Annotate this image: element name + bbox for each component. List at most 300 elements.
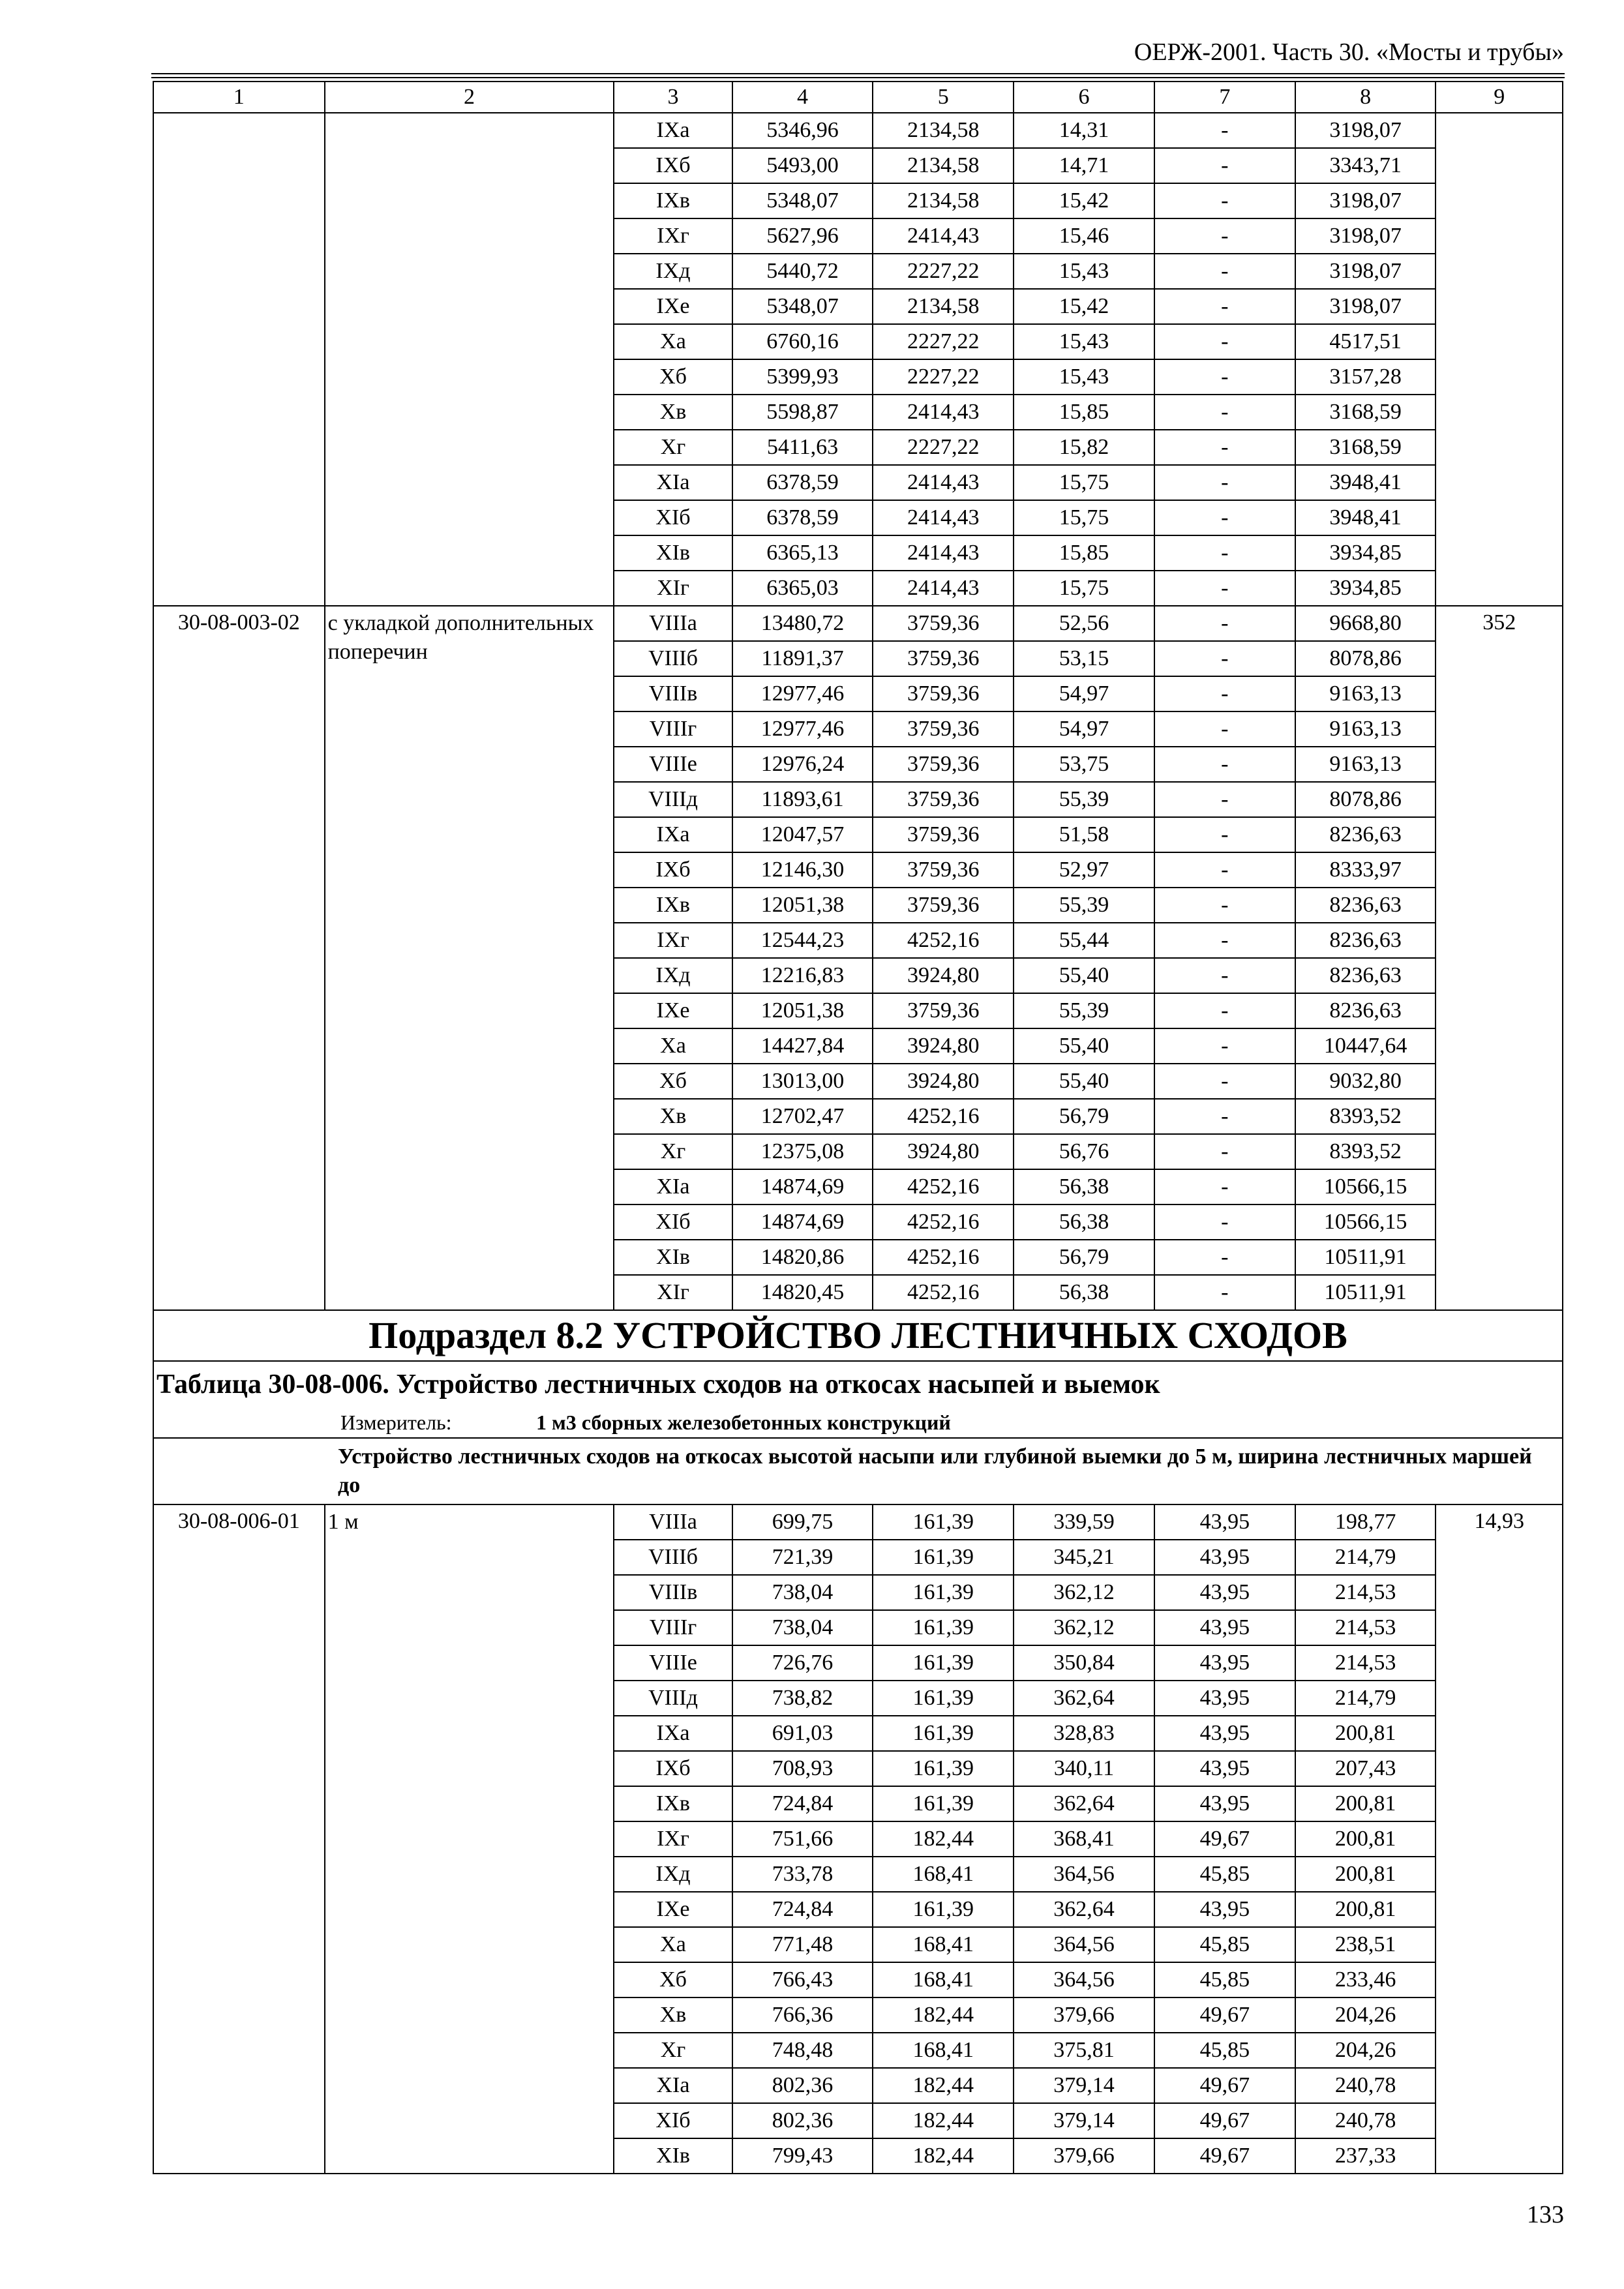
value-cell: 3759,36 (873, 676, 1014, 711)
value-cell: 766,43 (732, 1962, 873, 1997)
value-cell: 771,48 (732, 1927, 873, 1962)
value-cell: 49,67 (1154, 2138, 1295, 2174)
value-cell: - (1154, 993, 1295, 1028)
mass-cell: 14,93 (1436, 1504, 1563, 2174)
value-cell: 362,12 (1014, 1575, 1154, 1610)
col-num: 4 (732, 82, 873, 113)
value-cell: 182,44 (873, 2068, 1014, 2103)
value-cell: - (1154, 888, 1295, 923)
value-cell: 198,77 (1295, 1504, 1436, 1540)
value-cell: 3759,36 (873, 888, 1014, 923)
value-cell: 724,84 (732, 1892, 873, 1927)
value-cell: 43,95 (1154, 1610, 1295, 1645)
zone-cell: IXг (614, 923, 732, 958)
value-cell: 15,46 (1014, 218, 1154, 254)
zone-cell: IXа (614, 113, 732, 148)
value-cell: 379,66 (1014, 2138, 1154, 2174)
value-cell: 3343,71 (1295, 148, 1436, 183)
value-cell: 55,39 (1014, 782, 1154, 817)
value-cell: 207,43 (1295, 1751, 1436, 1786)
value-cell: 3948,41 (1295, 500, 1436, 535)
value-cell: - (1154, 218, 1295, 254)
value-cell: 204,26 (1295, 2033, 1436, 2068)
value-cell: 15,75 (1014, 571, 1154, 606)
value-cell: 6365,03 (732, 571, 873, 606)
rate-code: 30-08-003-02 (153, 606, 325, 1310)
unit-label: Измеритель: (340, 1411, 452, 1434)
value-cell: - (1154, 148, 1295, 183)
value-cell: 161,39 (873, 1610, 1014, 1645)
value-cell: 362,64 (1014, 1892, 1154, 1927)
value-cell: 345,21 (1014, 1540, 1154, 1575)
zone-cell: Xв (614, 1099, 732, 1134)
value-cell: 802,36 (732, 2068, 873, 2103)
value-cell: 340,11 (1014, 1751, 1154, 1786)
value-cell: 214,53 (1295, 1645, 1436, 1681)
value-cell: 11893,61 (732, 782, 873, 817)
value-cell: 45,85 (1154, 1857, 1295, 1892)
value-cell: 5493,00 (732, 148, 873, 183)
zone-cell: IXд (614, 1857, 732, 1892)
value-cell: 237,33 (1295, 2138, 1436, 2174)
value-cell: 14,71 (1014, 148, 1154, 183)
value-cell: 8078,86 (1295, 782, 1436, 817)
value-cell: 2414,43 (873, 218, 1014, 254)
rate-description (325, 113, 614, 606)
header-rule (151, 73, 1565, 74)
value-cell: 214,79 (1295, 1540, 1436, 1575)
value-cell: 2134,58 (873, 183, 1014, 218)
value-cell: 54,97 (1014, 676, 1154, 711)
zone-cell: VIIIа (614, 1504, 732, 1540)
value-cell: 8078,86 (1295, 641, 1436, 676)
value-cell: 214,53 (1295, 1610, 1436, 1645)
value-cell: 4252,16 (873, 1240, 1014, 1275)
value-cell: 2227,22 (873, 359, 1014, 395)
value-cell: 12976,24 (732, 747, 873, 782)
zone-cell: XIг (614, 571, 732, 606)
zone-cell: IXд (614, 958, 732, 993)
running-header: ОЕРЖ-2001. Часть 30. «Мосты и трубы» (1134, 38, 1564, 66)
value-cell: 364,56 (1014, 1857, 1154, 1892)
value-cell: 11891,37 (732, 641, 873, 676)
value-cell: 6378,59 (732, 500, 873, 535)
value-cell: 8236,63 (1295, 817, 1436, 852)
value-cell: 6365,13 (732, 535, 873, 571)
zone-cell: IXе (614, 993, 732, 1028)
value-cell: 15,43 (1014, 324, 1154, 359)
value-cell: 168,41 (873, 1962, 1014, 1997)
value-cell: 691,03 (732, 1716, 873, 1751)
value-cell: 350,84 (1014, 1645, 1154, 1681)
zone-cell: VIIIе (614, 747, 732, 782)
value-cell: 2414,43 (873, 571, 1014, 606)
zone-cell: IXа (614, 1716, 732, 1751)
value-cell: 8236,63 (1295, 958, 1436, 993)
value-cell: 5348,07 (732, 289, 873, 324)
value-cell: 6378,59 (732, 465, 873, 500)
value-cell: 14874,69 (732, 1204, 873, 1240)
value-cell: 233,46 (1295, 1962, 1436, 1997)
value-cell: 12051,38 (732, 888, 873, 923)
zone-cell: IXд (614, 254, 732, 289)
value-cell: 738,82 (732, 1681, 873, 1716)
unit-value: 1 м3 сборных железобетонных конструкций (536, 1411, 951, 1434)
zone-cell: Xб (614, 1064, 732, 1099)
zone-cell: VIIIб (614, 641, 732, 676)
value-cell: 4252,16 (873, 1275, 1014, 1310)
value-cell: 15,85 (1014, 535, 1154, 571)
value-cell: 55,40 (1014, 958, 1154, 993)
value-cell: - (1154, 430, 1295, 465)
value-cell: 3759,36 (873, 606, 1014, 641)
value-cell: 362,12 (1014, 1610, 1154, 1645)
value-cell: 15,85 (1014, 395, 1154, 430)
zone-cell: IXв (614, 183, 732, 218)
unit-cell (153, 1407, 1563, 1438)
value-cell: 5399,93 (732, 359, 873, 395)
value-cell: 12375,08 (732, 1134, 873, 1169)
value-cell: - (1154, 1275, 1295, 1310)
value-cell: 53,75 (1014, 747, 1154, 782)
value-cell: 182,44 (873, 2103, 1014, 2138)
value-cell: 43,95 (1154, 1716, 1295, 1751)
zone-cell: Xв (614, 1997, 732, 2033)
value-cell: 55,39 (1014, 888, 1154, 923)
value-cell: 339,59 (1014, 1504, 1154, 1540)
value-cell: 200,81 (1295, 1716, 1436, 1751)
value-cell: 4252,16 (873, 923, 1014, 958)
value-cell: 8393,52 (1295, 1134, 1436, 1169)
value-cell: 5348,07 (732, 183, 873, 218)
value-cell: 2134,58 (873, 148, 1014, 183)
value-cell: 12977,46 (732, 676, 873, 711)
value-cell: 12051,38 (732, 993, 873, 1028)
column-number-row (153, 82, 1563, 113)
value-cell: - (1154, 395, 1295, 430)
value-cell: 56,79 (1014, 1099, 1154, 1134)
zone-cell: Xа (614, 324, 732, 359)
zone-cell: Xа (614, 1927, 732, 1962)
col-num: 8 (1295, 82, 1436, 113)
zone-cell: XIа (614, 1169, 732, 1204)
value-cell: 3759,36 (873, 817, 1014, 852)
value-cell: 2134,58 (873, 289, 1014, 324)
zone-cell: Xб (614, 1962, 732, 1997)
zone-cell: Xг (614, 2033, 732, 2068)
zone-cell: VIIIе (614, 1645, 732, 1681)
value-cell: 214,79 (1295, 1681, 1436, 1716)
value-cell: 43,95 (1154, 1645, 1295, 1681)
value-cell: 45,85 (1154, 1962, 1295, 1997)
value-cell: 379,66 (1014, 1997, 1154, 2033)
value-cell: - (1154, 465, 1295, 500)
value-cell: 14874,69 (732, 1169, 873, 1204)
value-cell: 49,67 (1154, 2068, 1295, 2103)
value-cell: 766,36 (732, 1997, 873, 2033)
value-cell: - (1154, 324, 1295, 359)
value-cell: 3924,80 (873, 1134, 1014, 1169)
value-cell: 4252,16 (873, 1169, 1014, 1204)
value-cell: 15,43 (1014, 359, 1154, 395)
page-number: 133 (1527, 2201, 1564, 2228)
value-cell: 13013,00 (732, 1064, 873, 1099)
value-cell: 9668,80 (1295, 606, 1436, 641)
rate-description: с укладкой дополнительных поперечин (325, 606, 614, 1310)
value-cell: 240,78 (1295, 2103, 1436, 2138)
value-cell: 2227,22 (873, 254, 1014, 289)
value-cell: 53,15 (1014, 641, 1154, 676)
zone-cell: VIIIб (614, 1540, 732, 1575)
value-cell: 52,56 (1014, 606, 1154, 641)
value-cell: - (1154, 958, 1295, 993)
value-cell: 182,44 (873, 2138, 1014, 2174)
value-cell: 802,36 (732, 2103, 873, 2138)
value-cell: 12702,47 (732, 1099, 873, 1134)
value-cell: 55,44 (1014, 923, 1154, 958)
value-cell: - (1154, 641, 1295, 676)
value-cell: 5627,96 (732, 218, 873, 254)
value-cell: 168,41 (873, 2033, 1014, 2068)
value-cell: 161,39 (873, 1751, 1014, 1786)
value-cell: - (1154, 1134, 1295, 1169)
value-cell: 168,41 (873, 1927, 1014, 1962)
zone-cell: XIв (614, 535, 732, 571)
value-cell: - (1154, 535, 1295, 571)
value-cell: 699,75 (732, 1504, 873, 1540)
rate-code (153, 113, 325, 606)
zone-cell: VIIIв (614, 676, 732, 711)
value-cell: 161,39 (873, 1504, 1014, 1540)
value-cell: 364,56 (1014, 1962, 1154, 1997)
zone-cell: XIв (614, 1240, 732, 1275)
col-num: 2 (325, 82, 614, 113)
col-num: 1 (153, 82, 325, 113)
value-cell: 3198,07 (1295, 254, 1436, 289)
col-num: 6 (1014, 82, 1154, 113)
value-cell: 3759,36 (873, 852, 1014, 888)
value-cell: 708,93 (732, 1751, 873, 1786)
value-cell: 54,97 (1014, 711, 1154, 747)
value-cell: - (1154, 1240, 1295, 1275)
value-cell: 56,38 (1014, 1275, 1154, 1310)
value-cell: 12146,30 (732, 852, 873, 888)
zone-cell: IXг (614, 218, 732, 254)
value-cell: 4252,16 (873, 1099, 1014, 1134)
value-cell: 161,39 (873, 1786, 1014, 1821)
value-cell: 3198,07 (1295, 218, 1436, 254)
value-cell: 721,39 (732, 1540, 873, 1575)
table-title-row (153, 1361, 1563, 1407)
value-cell: 3759,36 (873, 711, 1014, 747)
value-cell: 161,39 (873, 1540, 1014, 1575)
value-cell: 200,81 (1295, 1892, 1436, 1927)
value-cell: 161,39 (873, 1681, 1014, 1716)
value-cell: - (1154, 923, 1295, 958)
value-cell: 799,43 (732, 2138, 873, 2174)
value-cell: 2414,43 (873, 500, 1014, 535)
value-cell: 14427,84 (732, 1028, 873, 1064)
value-cell: 9163,13 (1295, 747, 1436, 782)
value-cell: 56,38 (1014, 1169, 1154, 1204)
zone-cell: XIб (614, 500, 732, 535)
value-cell: 214,53 (1295, 1575, 1436, 1610)
value-cell: - (1154, 1028, 1295, 1064)
col-num: 7 (1154, 82, 1295, 113)
value-cell: 3198,07 (1295, 289, 1436, 324)
zone-cell: XIг (614, 1275, 732, 1310)
value-cell: 15,75 (1014, 465, 1154, 500)
value-cell: 3759,36 (873, 641, 1014, 676)
value-cell: 161,39 (873, 1716, 1014, 1751)
value-cell: 55,39 (1014, 993, 1154, 1028)
col-num: 9 (1436, 82, 1563, 113)
header-rule-2 (151, 77, 1565, 78)
value-cell: 52,97 (1014, 852, 1154, 888)
value-cell: 733,78 (732, 1857, 873, 1892)
value-cell: 8393,52 (1295, 1099, 1436, 1134)
zone-cell: IXв (614, 1786, 732, 1821)
value-cell: - (1154, 1204, 1295, 1240)
value-cell: 200,81 (1295, 1857, 1436, 1892)
value-cell: 43,95 (1154, 1504, 1295, 1540)
zone-cell: VIIIд (614, 782, 732, 817)
value-cell: - (1154, 113, 1295, 148)
value-cell: 9032,80 (1295, 1064, 1436, 1099)
subsection-title: Подраздел 8.2 УСТРОЙСТВО ЛЕСТНИЧНЫХ СХОДОВ (153, 1310, 1563, 1361)
value-cell: - (1154, 711, 1295, 747)
value-cell: 12977,46 (732, 711, 873, 747)
zone-cell: IXе (614, 1892, 732, 1927)
zone-cell: XIб (614, 2103, 732, 2138)
value-cell: 738,04 (732, 1575, 873, 1610)
value-cell: 14820,45 (732, 1275, 873, 1310)
value-cell: 56,38 (1014, 1204, 1154, 1240)
value-cell: 5411,63 (732, 430, 873, 465)
zone-cell: IXе (614, 289, 732, 324)
value-cell: 45,85 (1154, 1927, 1295, 1962)
zone-cell: IXв (614, 888, 732, 923)
table-title: Таблица 30-08-006. Устройство лестничных сходов на откосах насыпей и выемок (153, 1361, 1563, 1407)
value-cell: 10566,15 (1295, 1204, 1436, 1240)
value-cell: - (1154, 852, 1295, 888)
zone-cell: Xб (614, 359, 732, 395)
value-cell: - (1154, 289, 1295, 324)
value-cell: 12216,83 (732, 958, 873, 993)
value-cell: - (1154, 606, 1295, 641)
rate-description: 1 м (325, 1504, 614, 2174)
value-cell: - (1154, 183, 1295, 218)
mass-cell: 352 (1436, 606, 1563, 1310)
value-cell: 2227,22 (873, 324, 1014, 359)
value-cell: 10447,64 (1295, 1028, 1436, 1064)
value-cell: 14,31 (1014, 113, 1154, 148)
zone-cell: VIIIа (614, 606, 732, 641)
zone-cell: IXб (614, 852, 732, 888)
value-cell: 49,67 (1154, 2103, 1295, 2138)
value-cell: 328,83 (1014, 1716, 1154, 1751)
mass-cell (1436, 113, 1563, 606)
value-cell: 43,95 (1154, 1575, 1295, 1610)
value-cell: 15,42 (1014, 183, 1154, 218)
value-cell: 368,41 (1014, 1821, 1154, 1857)
value-cell: 4517,51 (1295, 324, 1436, 359)
value-cell: 49,67 (1154, 1997, 1295, 2033)
value-cell: 738,04 (732, 1610, 873, 1645)
value-cell: 8236,63 (1295, 923, 1436, 958)
zone-cell: Xа (614, 1028, 732, 1064)
zone-cell: Xг (614, 430, 732, 465)
zone-cell: IXб (614, 1751, 732, 1786)
value-cell: 43,95 (1154, 1786, 1295, 1821)
value-cell: 3934,85 (1295, 571, 1436, 606)
value-cell: 43,95 (1154, 1751, 1295, 1786)
value-cell: 3948,41 (1295, 465, 1436, 500)
value-cell: 14820,86 (732, 1240, 873, 1275)
value-cell: 200,81 (1295, 1821, 1436, 1857)
zone-cell: VIIIд (614, 1681, 732, 1716)
condition-text: Устройство лестничных сходов на откосах высотой насыпи или глубиной выемки до 5 м, ширина лестничных маршей до (153, 1438, 1563, 1504)
value-cell: 6760,16 (732, 324, 873, 359)
col-num: 3 (614, 82, 732, 113)
zone-cell: IXг (614, 1821, 732, 1857)
value-cell: - (1154, 676, 1295, 711)
value-cell: 10511,91 (1295, 1240, 1436, 1275)
value-cell: 362,64 (1014, 1786, 1154, 1821)
value-cell: 4252,16 (873, 1204, 1014, 1240)
value-cell: 55,40 (1014, 1028, 1154, 1064)
rates-table (153, 81, 1563, 2174)
col-num: 5 (873, 82, 1014, 113)
table-row (153, 606, 1563, 641)
value-cell: 10511,91 (1295, 1275, 1436, 1310)
value-cell: 3934,85 (1295, 535, 1436, 571)
table-row (153, 113, 1563, 148)
zone-cell: VIIIг (614, 711, 732, 747)
value-cell: 15,75 (1014, 500, 1154, 535)
value-cell: 726,76 (732, 1645, 873, 1681)
value-cell: 364,56 (1014, 1927, 1154, 1962)
value-cell: 3198,07 (1295, 183, 1436, 218)
value-cell: 5440,72 (732, 254, 873, 289)
zone-cell: XIб (614, 1204, 732, 1240)
value-cell: 8236,63 (1295, 993, 1436, 1028)
zone-cell: XIа (614, 2068, 732, 2103)
zone-cell: VIIIв (614, 1575, 732, 1610)
value-cell: 5598,87 (732, 395, 873, 430)
value-cell: 2414,43 (873, 465, 1014, 500)
condition-row (153, 1438, 1563, 1504)
subsection-row (153, 1310, 1563, 1361)
value-cell: 751,66 (732, 1821, 873, 1857)
value-cell: 43,95 (1154, 1892, 1295, 1927)
value-cell: 9163,13 (1295, 676, 1436, 711)
value-cell: 3759,36 (873, 993, 1014, 1028)
value-cell: 2227,22 (873, 430, 1014, 465)
value-cell: 375,81 (1014, 2033, 1154, 2068)
value-cell: - (1154, 747, 1295, 782)
value-cell: 49,67 (1154, 1821, 1295, 1857)
value-cell: 161,39 (873, 1645, 1014, 1681)
value-cell: 3157,28 (1295, 359, 1436, 395)
value-cell: 43,95 (1154, 1540, 1295, 1575)
zone-cell: XIа (614, 465, 732, 500)
value-cell: 168,41 (873, 1857, 1014, 1892)
value-cell: 55,40 (1014, 1064, 1154, 1099)
zone-cell: IXа (614, 817, 732, 852)
value-cell: 2414,43 (873, 395, 1014, 430)
table-row (153, 1504, 1563, 1540)
